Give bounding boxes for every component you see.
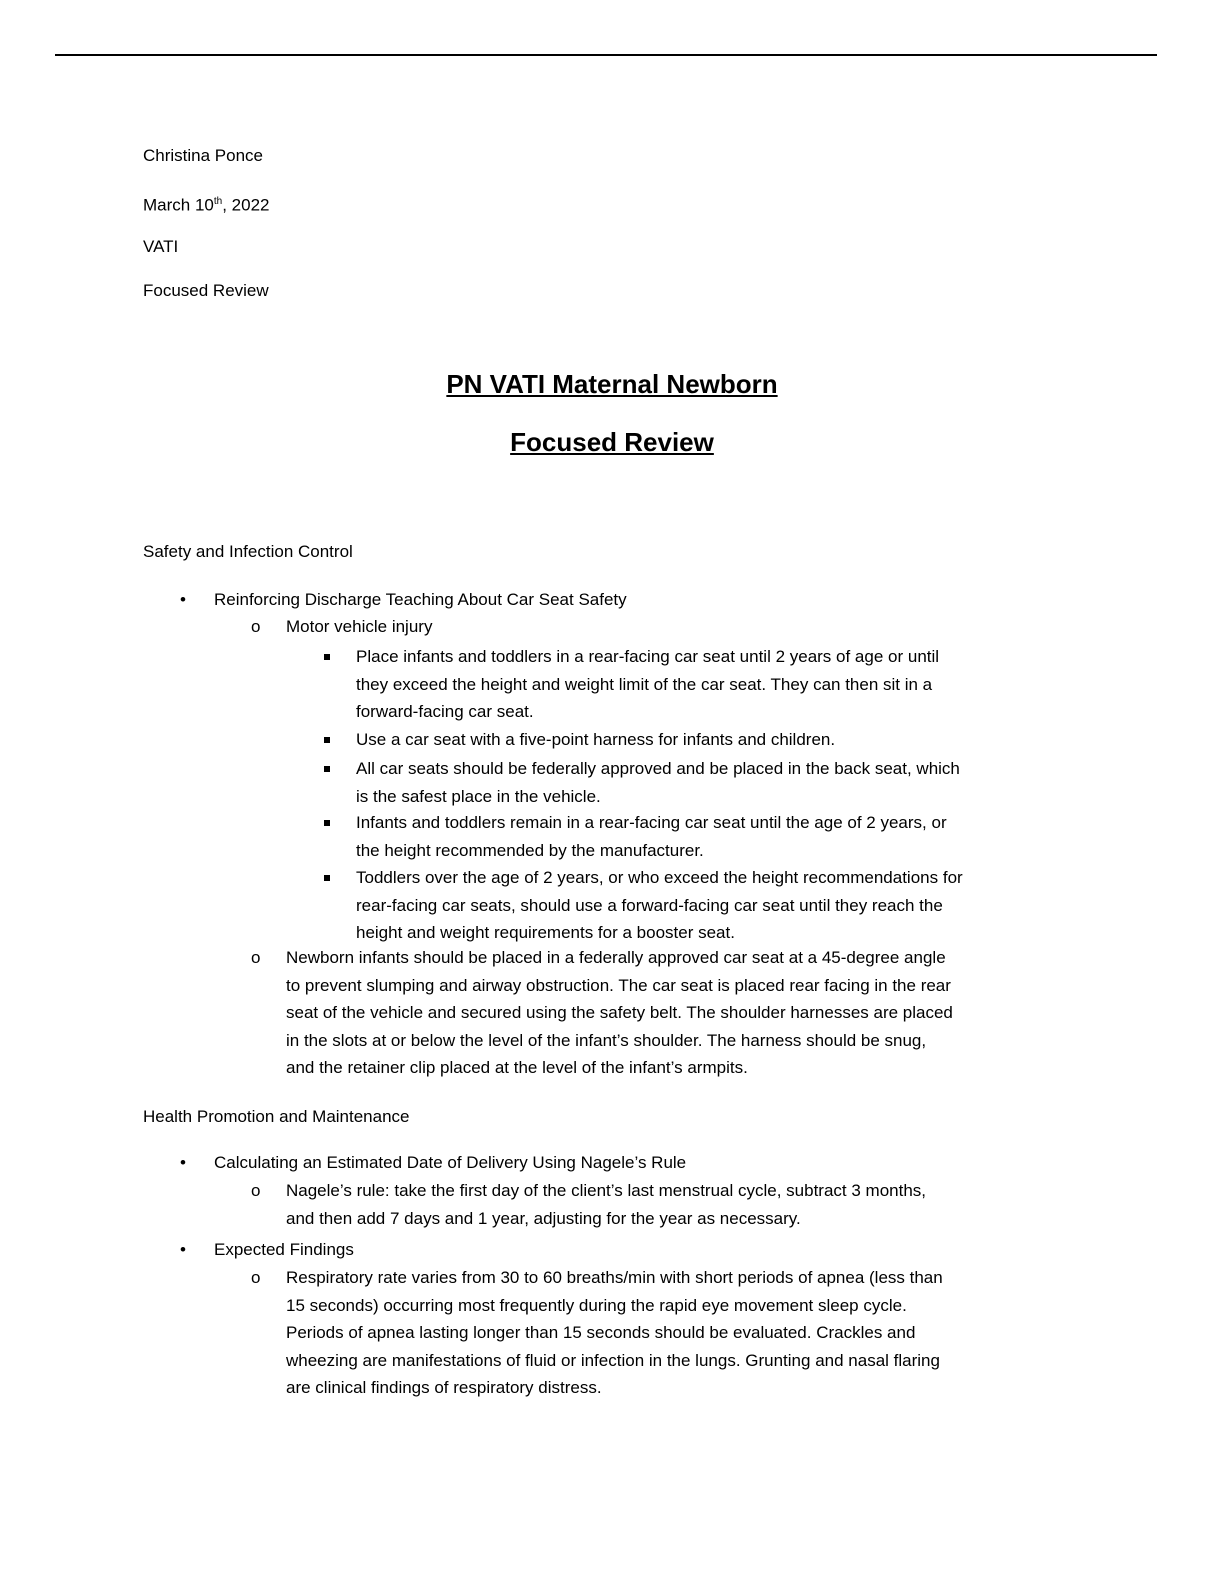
date-text: March 10 [143, 195, 214, 215]
square-bullet-icon [324, 875, 330, 881]
square-bullet-icon [324, 654, 330, 660]
square-bullet-icon [324, 820, 330, 826]
line: seat of the vehicle and secured using the safety belt. The shoulder harnesses are placed [286, 1003, 953, 1022]
bullet-icon: • [180, 1153, 186, 1172]
line: rear-facing car seats, should use a forward-facing car seat until they reach the [356, 895, 943, 915]
square-bullet-icon [324, 766, 330, 772]
section-heading: Health Promotion and Maintenance [143, 1107, 410, 1126]
line: forward-facing car seat. [356, 702, 534, 721]
author-name: Christina Ponce [143, 146, 264, 165]
topic: Calculating an Estimated Date of Delivery Using Nagele’s Rule [214, 1153, 687, 1172]
line: Place infants and toddlers in a rear-facing car seat until 2 years of age or until [356, 647, 940, 666]
line: to prevent slumping and airway obstruction. The car seat is placed rear facing in the rear [286, 975, 951, 995]
date-year: , 2022 [222, 195, 270, 215]
circle-bullet-icon: o [251, 1268, 261, 1287]
line: wheezing are manifestations of fluid or infection in the lungs. Grunting and nasal flaring [286, 1350, 940, 1370]
date-ordinal: th [213, 196, 223, 207]
header-rule [55, 54, 1157, 56]
paragraph [286, 1268, 943, 1406]
line: Use a car seat with a five-point harness for infants and children. [356, 730, 836, 749]
line: are clinical findings of respiratory distress. [286, 1378, 602, 1397]
line: height and weight requirements for a booster seat. [356, 923, 735, 942]
document-title: PN VATI Maternal Newborn [446, 369, 778, 399]
circle-bullet-icon: o [251, 948, 261, 967]
paragraph [286, 1181, 926, 1236]
topic: Reinforcing Discharge Teaching About Car Seat Safety [214, 590, 627, 609]
line: Respiratory rate varies from 30 to 60 breaths/min with short periods of apnea (less than [286, 1268, 943, 1287]
list-item [356, 868, 963, 951]
paragraph [286, 948, 953, 1086]
line: Toddlers over the age of 2 years, or who exceed the height recommendations for [356, 868, 963, 887]
bullet-icon: • [180, 1240, 186, 1259]
date [143, 192, 269, 216]
square-bullet-icon [324, 737, 330, 743]
line: Periods of apnea lasting longer than 15 seconds should be evaluated. Crackles and [286, 1323, 916, 1342]
line: they exceed the height and weight limit of the car seat. They can then sit in a [356, 674, 933, 694]
course: VATI [143, 237, 179, 256]
bullet-icon: • [180, 590, 186, 609]
list-item [356, 813, 947, 868]
line: and then add 7 days and 1 year, adjusting for the year as necessary. [286, 1208, 801, 1228]
section-heading: Safety and Infection Control [143, 542, 353, 561]
line: is the safest place in the vehicle. [356, 786, 601, 806]
document-subtitle: Focused Review [510, 427, 714, 457]
topic: Expected Findings [214, 1240, 354, 1259]
subtopic: Motor vehicle injury [286, 617, 433, 636]
line: Infants and toddlers remain in a rear-facing car seat until the age of 2 years, or [356, 813, 947, 832]
line: in the slots at or below the level of the infant’s shoulder. The harness should be snug, [286, 1030, 927, 1050]
list-item [356, 730, 835, 758]
circle-bullet-icon: o [251, 1181, 261, 1200]
line: All car seats should be federally approved and be placed in the back seat, which [356, 759, 960, 778]
line: and the retainer clip placed at the level of the infant’s armpits. [286, 1058, 748, 1077]
line: Nagele’s rule: take the first day of the client’s last menstrual cycle, subtract 3 months, [286, 1181, 927, 1200]
line: the height recommended by the manufacturer. [356, 840, 704, 860]
line: Newborn infants should be placed in a federally approved car seat at a 45-degree angle [286, 948, 946, 967]
list-item [356, 647, 939, 730]
assignment: Focused Review [143, 281, 269, 300]
line: 15 seconds) occurring most frequently during the rapid eye movement sleep cycle. [286, 1295, 907, 1315]
list-item [356, 759, 960, 814]
circle-bullet-icon: o [251, 617, 261, 636]
